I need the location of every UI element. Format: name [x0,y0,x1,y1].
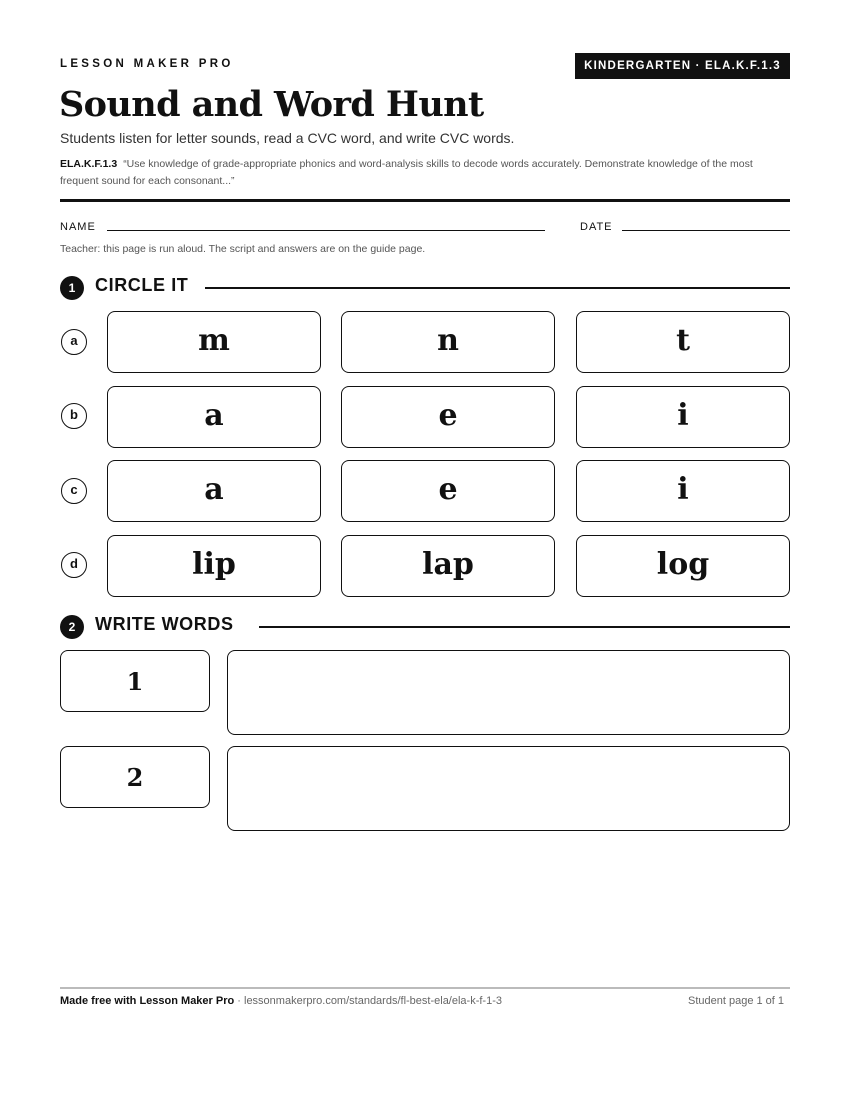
choice-card[interactable]: t [576,311,790,373]
section-divider [259,626,790,628]
choice-card[interactable]: i [576,460,790,522]
standard-text: “Use knowledge of grade-appropriate phonics and word-analysis skills to decode words accurately. Demonstrate knowledge of the most frequent sound for each consonant...” [60,158,753,187]
item-number-box: 2 [60,746,210,808]
footer-url-link[interactable]: lessonmakerpro.com/standards/fl-best-ela/ela-k-f-1-3 [244,995,502,1007]
section-number-badge: 1 [60,276,84,300]
grade-standard-badge: KINDERGARTEN · ELA.K.F.1.3 [575,53,790,79]
page-title: Sound and Word Hunt [59,84,484,125]
date-field[interactable] [622,230,790,231]
choice-card[interactable]: m [107,311,321,373]
footer-separator: · [234,995,244,1007]
header-divider [60,199,790,202]
row-letter-badge: a [61,329,87,355]
choice-card[interactable]: i [576,386,790,448]
choice-card[interactable]: e [341,386,555,448]
name-field[interactable] [107,230,545,231]
row-letter-badge: b [61,403,87,429]
choice-card[interactable]: e [341,460,555,522]
choice-card[interactable]: n [341,311,555,373]
brand-name: LESSON MAKER PRO [60,58,234,70]
write-answer-box[interactable] [227,650,790,735]
choice-card[interactable]: a [107,386,321,448]
item-number-box: 1 [60,650,210,712]
footer-made-with: Made free with Lesson Maker Pro [60,995,235,1007]
section-title: WRITE WORDS [95,614,234,634]
choice-card[interactable]: lip [107,535,321,597]
choice-card[interactable]: a [107,460,321,522]
page-subtitle: Students listen for letter sounds, read a CVC word, and write CVC words. [60,130,515,146]
choice-card[interactable]: lap [341,535,555,597]
standard-code: ELA.K.F.1.3 [60,158,118,170]
write-answer-box[interactable] [227,746,790,831]
footer-page-number: Student page 1 of 1 [688,995,785,1007]
name-label: NAME [60,221,96,233]
choice-card[interactable]: log [576,535,790,597]
teacher-note: Teacher: this page is run aloud. The script and answers are on the guide page. [60,243,426,255]
standard-description [60,156,790,190]
footer-credit [60,995,502,1007]
row-letter-badge: c [61,478,87,504]
section-divider [205,287,790,289]
row-letter-badge: d [61,552,87,578]
section-title: CIRCLE IT [95,275,189,295]
footer-divider [60,987,790,989]
date-label: DATE [580,221,613,233]
section-number-badge: 2 [60,615,84,639]
